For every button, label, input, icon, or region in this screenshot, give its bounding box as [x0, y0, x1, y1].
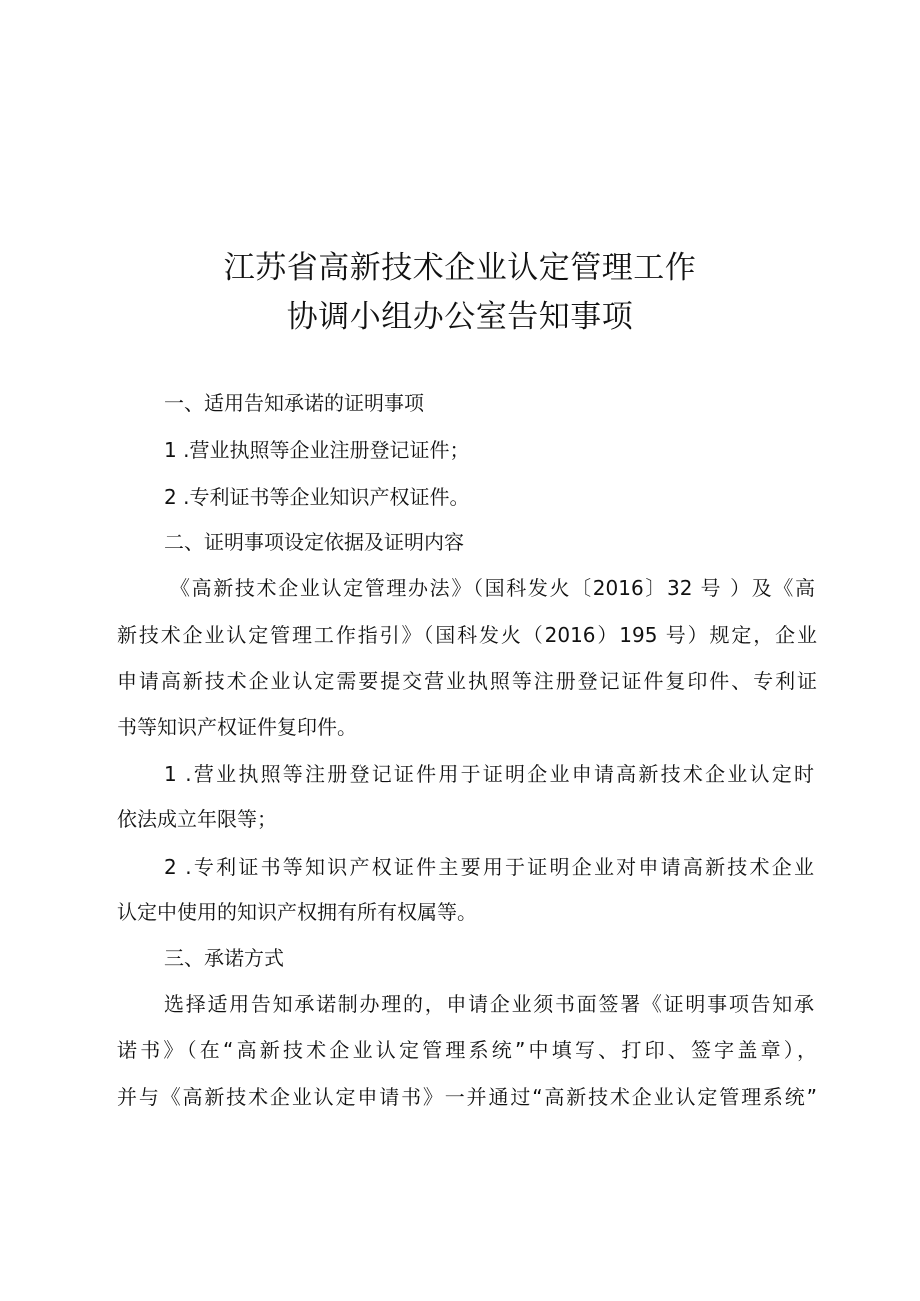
- paragraph-line: 新技术企业认定管理工作指引》（国科发火（2016）195 号）规定，企业: [117, 623, 817, 647]
- section-heading-2: 二、证明事项设定依据及证明内容: [164, 530, 464, 554]
- section-heading-3: 三、承诺方式: [164, 946, 284, 970]
- paragraph-line: 诺书》（在“高新技术企业认定管理系统”中填写、打印、签字盖章），: [117, 1038, 817, 1062]
- paragraph-line: 2 .专利证书等知识产权证件主要用于证明企业对申请高新技术企业: [164, 855, 814, 879]
- document-title-line-1: 江苏省高新技术企业认定管理工作: [223, 250, 697, 286]
- paragraph-line: 申请高新技术企业认定需要提交营业执照等注册登记证件复印件、专利证: [117, 669, 817, 693]
- paragraph-line: 并与《高新技术企业认定申请书》一并通过“高新技术企业认定管理系统”: [117, 1085, 817, 1109]
- paragraph-line: 1 .营业执照等注册登记证件用于证明企业申请高新技术企业认定时: [164, 762, 814, 786]
- section-heading-1: 一、适用告知承诺的证明事项: [164, 391, 424, 415]
- paragraph-line: 书等知识产权证件复印件。: [117, 715, 357, 739]
- list-item-1-2: 2 .专利证书等企业知识产权证件。: [164, 485, 470, 509]
- paragraph-line: 《高新技术企业认定管理办法》（国科发火〔2016〕32 号 ）及《高: [170, 576, 815, 600]
- paragraph-line: 依法成立年限等；: [117, 807, 277, 831]
- paragraph-line: 选择适用告知承诺制办理的，申请企业须书面签署《证明事项告知承: [164, 992, 814, 1016]
- list-item-1-1: 1 .营业执照等企业注册登记证件；: [164, 438, 470, 462]
- paragraph-line: 认定中使用的知识产权拥有所有权属等。: [117, 900, 477, 924]
- document-title-line-2: 协调小组办公室告知事项: [286, 299, 634, 335]
